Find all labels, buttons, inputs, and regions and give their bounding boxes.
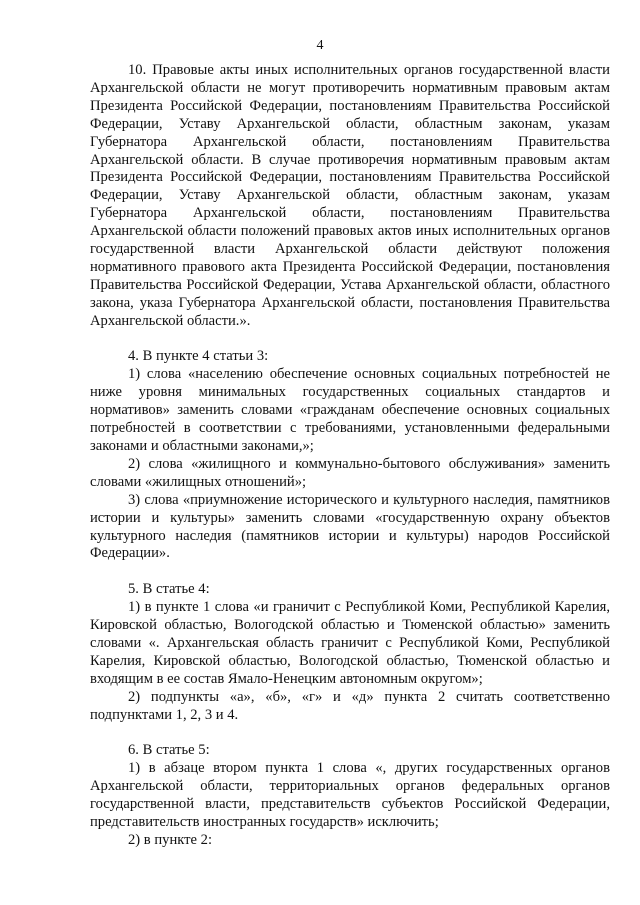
paragraph-s4-title: 4. В пункте 4 статьи 3: (128, 348, 269, 365)
paragraph-s4-3: 3) слова «приумножение исторического и культурного наследия, памятников истории и культуры» заменить словами «государственную охрану объектов культурного наследия (памятников истории и культуры) народов Российской Федерации». (90, 491, 610, 562)
paragraph-s5-2: 2) подпункты «а», «б», «г» и «д» пункта 2 считать соответственно подпунктами 1, 2, 3 и 4. (90, 688, 610, 723)
paragraph-s6-2: 2) в пункте 2: (128, 831, 213, 848)
document-body (90, 62, 610, 850)
paragraph-p10: 10. Правовые акты иных исполнительных органов государственной власти Архангельской области не могут противоречить нормативным правовым актам Президента Российской Федерации, постановлениям Правительства Российской Федерации, Уставу Архангельской области, областным законам, указам Губернатора Архангельской области, постановлениям Правительства Архангельской области. В случае противоречия нормативным правовым актам Президента Российской Федерации, постановлениям Правительства Российской Федерации, Уставу Архангельской области, областным законам, указам Губернатора Архангельской области, постановлениям Правительства Архангельской области положений правовых актов иных исполнительных органов государственной власти Архангельской области действуют положения нормативного правового акта Президента Российской Федерации, постановления Правительства Российской Федерации, Устава Архангельской области, областного закона, указа Губернатора Архангельской области, постановления Правительства Архангельской области.». (90, 62, 610, 329)
paragraph-s5-title: 5. В статье 4: (128, 581, 210, 598)
paragraph-s5-1: 1) в пункте 1 слова «и граничит с Республикой Коми, Республикой Карелия, Кировской областью, Вологодской областью и Тюменской областью» заменить словами «. Архангельская область граничит с Республикой Коми, Республикой Карелия, Кировской областью, Вологодской областью, Тюменской областью и входящим в ее состав Ямало-Ненецким автономным округом»; (90, 599, 610, 687)
paragraph-spacer (90, 331, 610, 349)
paragraph-s4-2: 2) слова «жилищного и коммунально-бытового обслуживания» заменить словами «жилищных отношений»; (90, 455, 610, 490)
paragraph-spacer (90, 563, 610, 581)
paragraph-spacer (90, 725, 610, 743)
paragraph-s6-title: 6. В статье 5: (128, 742, 210, 759)
paragraph-s6-1: 1) в абзаце втором пункта 1 слова «, других государственных органов Архангельской области, территориальных органов федеральных органов государственной власти, представительств субъектов Российской Федерации, представительств иностранных государств» исключить; (90, 760, 610, 831)
page-number: 4 (316, 38, 324, 53)
paragraph-s4-1: 1) слова «населению обеспечение основных социальных потребностей не ниже уровня минимальных государственных социальных стандартов и нормативов» заменить словами «гражданам обеспечение основных социальных потребностей в соответствии с требованиями, установленными федеральными законами и областными законами,»; (90, 366, 610, 455)
